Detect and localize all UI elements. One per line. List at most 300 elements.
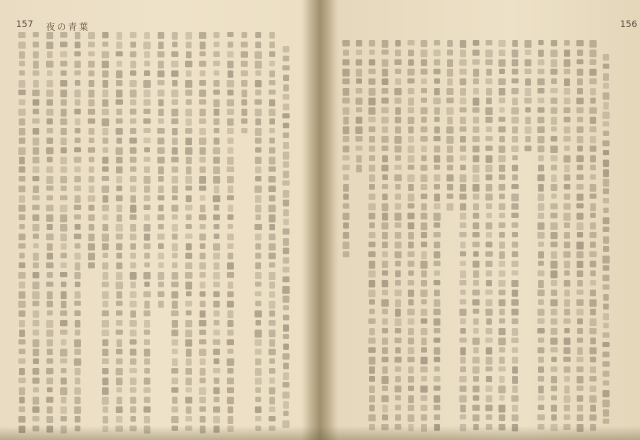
body-text-glyph bbox=[75, 262, 81, 270]
body-text-glyph bbox=[577, 194, 584, 201]
body-text-glyph bbox=[269, 70, 275, 77]
body-text-glyph bbox=[408, 261, 415, 267]
body-text-glyph bbox=[395, 155, 401, 161]
body-text-glyph bbox=[74, 186, 81, 192]
body-text-glyph bbox=[116, 99, 123, 105]
body-text-glyph bbox=[590, 357, 596, 363]
body-text-glyph bbox=[381, 107, 388, 113]
body-text-glyph bbox=[158, 224, 164, 229]
body-text-glyph bbox=[382, 242, 388, 249]
body-text-glyph bbox=[171, 61, 178, 68]
body-text-glyph bbox=[343, 184, 349, 192]
body-text-glyph bbox=[395, 328, 401, 333]
body-text-glyph bbox=[116, 310, 123, 315]
body-text-glyph bbox=[255, 387, 261, 393]
body-text-glyph bbox=[60, 320, 68, 326]
body-text-glyph bbox=[283, 257, 289, 263]
body-text-glyph bbox=[75, 397, 81, 404]
body-text-glyph bbox=[75, 138, 81, 143]
body-text-glyph bbox=[255, 42, 261, 49]
body-text-glyph bbox=[603, 121, 610, 126]
body-text-glyph bbox=[269, 291, 275, 298]
body-text-glyph bbox=[228, 42, 234, 48]
body-text-glyph bbox=[19, 70, 25, 75]
body-text-glyph bbox=[369, 213, 376, 220]
body-text-glyph bbox=[88, 195, 95, 202]
body-text-glyph bbox=[47, 80, 54, 87]
body-text-glyph bbox=[421, 165, 428, 171]
body-text-glyph bbox=[171, 90, 178, 98]
body-text-glyph bbox=[283, 219, 289, 225]
body-text-glyph bbox=[269, 310, 275, 316]
body-text-glyph bbox=[395, 366, 401, 371]
body-text-glyph bbox=[255, 90, 261, 96]
body-text-glyph bbox=[564, 155, 571, 162]
body-text-glyph bbox=[590, 194, 597, 199]
body-text-glyph bbox=[564, 165, 570, 172]
body-text-glyph bbox=[382, 174, 388, 180]
body-text-glyph bbox=[103, 272, 109, 280]
body-text-glyph bbox=[564, 174, 571, 180]
body-text-glyph bbox=[255, 339, 262, 346]
body-text-glyph bbox=[227, 243, 233, 249]
body-text-glyph bbox=[33, 61, 39, 69]
body-text-glyph bbox=[158, 195, 165, 200]
body-text-glyph bbox=[75, 32, 81, 39]
body-text-glyph bbox=[421, 376, 427, 382]
body-text-glyph bbox=[171, 310, 179, 316]
body-text-glyph bbox=[185, 138, 192, 146]
body-text-glyph bbox=[117, 214, 123, 221]
body-text-glyph bbox=[60, 51, 67, 57]
body-text-glyph bbox=[564, 50, 570, 57]
body-text-glyph bbox=[473, 213, 479, 219]
body-text-glyph bbox=[473, 376, 479, 382]
body-text-glyph bbox=[33, 243, 39, 248]
body-text-glyph bbox=[172, 406, 179, 412]
body-text-glyph bbox=[369, 405, 375, 412]
body-text-glyph bbox=[460, 136, 466, 143]
body-text-glyph bbox=[61, 109, 67, 117]
body-text-glyph bbox=[102, 61, 109, 68]
body-text-glyph bbox=[130, 147, 137, 154]
body-text-glyph bbox=[576, 184, 583, 190]
body-text-glyph bbox=[563, 251, 570, 258]
body-text-glyph bbox=[447, 165, 453, 171]
body-text-glyph bbox=[590, 280, 596, 286]
body-text-glyph bbox=[283, 152, 289, 160]
body-text-glyph bbox=[172, 301, 178, 309]
body-text-glyph bbox=[434, 366, 440, 371]
body-text-glyph bbox=[88, 243, 95, 250]
body-text-glyph bbox=[144, 330, 150, 335]
body-text-glyph bbox=[447, 194, 454, 199]
body-text-glyph bbox=[255, 186, 262, 193]
body-text-glyph bbox=[538, 270, 545, 276]
body-text-glyph bbox=[434, 299, 441, 307]
body-text-glyph bbox=[395, 222, 402, 228]
body-text-glyph bbox=[434, 194, 440, 202]
body-text-glyph bbox=[486, 357, 493, 365]
body-text-glyph bbox=[75, 128, 81, 133]
body-text-glyph bbox=[343, 251, 350, 257]
body-text-glyph bbox=[227, 32, 233, 37]
body-text-glyph bbox=[130, 70, 136, 75]
body-text-glyph bbox=[447, 174, 454, 181]
body-text-glyph bbox=[116, 205, 122, 212]
body-text-glyph bbox=[158, 205, 164, 211]
body-text-glyph bbox=[512, 136, 518, 143]
body-text-glyph bbox=[355, 136, 362, 142]
body-text-glyph bbox=[269, 99, 275, 106]
body-text-glyph bbox=[382, 357, 389, 362]
body-text-glyph bbox=[473, 78, 479, 84]
body-text-glyph bbox=[185, 128, 192, 134]
body-text-glyph bbox=[473, 251, 479, 257]
body-text-glyph bbox=[144, 128, 151, 133]
body-text-glyph bbox=[589, 395, 596, 403]
body-text-glyph bbox=[576, 251, 583, 258]
body-text-glyph bbox=[89, 138, 95, 143]
body-text-glyph bbox=[576, 309, 583, 316]
body-text-glyph bbox=[74, 253, 80, 260]
body-text-glyph bbox=[434, 386, 441, 391]
body-text-glyph bbox=[213, 99, 219, 107]
body-text-glyph bbox=[395, 261, 401, 267]
body-text-glyph bbox=[255, 349, 262, 355]
body-text-glyph bbox=[60, 157, 67, 164]
body-text-glyph bbox=[46, 234, 54, 241]
body-text-glyph bbox=[144, 339, 150, 345]
body-text-glyph bbox=[486, 261, 493, 267]
body-text-glyph bbox=[172, 320, 178, 328]
body-text-glyph bbox=[473, 395, 479, 401]
body-text-glyph bbox=[283, 324, 289, 331]
body-text-glyph bbox=[33, 368, 40, 375]
body-text-glyph bbox=[144, 166, 150, 173]
body-text-glyph bbox=[395, 299, 401, 307]
body-text-glyph bbox=[158, 32, 165, 39]
body-text-glyph bbox=[143, 80, 151, 88]
body-text-glyph bbox=[434, 88, 440, 95]
body-text-glyph bbox=[564, 328, 570, 333]
body-text-glyph bbox=[88, 32, 95, 39]
body-text-glyph bbox=[472, 357, 479, 364]
body-text-glyph bbox=[255, 166, 261, 173]
body-text-glyph bbox=[538, 386, 544, 394]
body-text-glyph bbox=[499, 146, 506, 153]
body-text-glyph bbox=[129, 368, 137, 373]
body-text-glyph bbox=[473, 347, 479, 353]
body-text-glyph bbox=[46, 214, 53, 221]
body-text-glyph bbox=[577, 318, 583, 324]
body-text-glyph bbox=[32, 118, 39, 123]
body-text-glyph bbox=[116, 262, 122, 269]
body-text-glyph bbox=[74, 406, 81, 414]
body-text-glyph bbox=[18, 243, 25, 248]
body-text-glyph bbox=[74, 90, 80, 98]
body-text-glyph bbox=[395, 98, 402, 104]
body-text-glyph bbox=[538, 50, 544, 57]
body-text-glyph bbox=[283, 344, 289, 350]
body-text-glyph bbox=[356, 98, 363, 105]
body-text-glyph bbox=[143, 118, 150, 123]
body-text-glyph bbox=[577, 117, 583, 123]
body-text-glyph bbox=[213, 195, 221, 202]
body-text-glyph bbox=[88, 90, 94, 98]
body-text-glyph bbox=[603, 304, 609, 310]
body-text-glyph bbox=[485, 405, 492, 411]
body-text-glyph bbox=[473, 203, 479, 210]
body-text-glyph bbox=[537, 318, 544, 324]
body-text-glyph bbox=[421, 69, 428, 75]
body-text-glyph bbox=[102, 368, 109, 374]
body-text-glyph bbox=[130, 32, 137, 38]
body-text-glyph bbox=[434, 126, 440, 133]
body-text-glyph bbox=[269, 282, 275, 289]
body-text-glyph bbox=[395, 78, 401, 84]
body-text-glyph bbox=[381, 117, 388, 124]
body-text-glyph bbox=[227, 272, 234, 278]
body-text-glyph bbox=[551, 107, 558, 114]
body-text-glyph bbox=[433, 232, 440, 237]
body-text-glyph bbox=[130, 330, 137, 337]
body-text-glyph bbox=[343, 242, 350, 249]
body-text-glyph bbox=[499, 251, 505, 259]
body-text-glyph bbox=[576, 299, 583, 306]
body-text-glyph bbox=[564, 98, 571, 105]
body-text-glyph bbox=[33, 186, 39, 193]
body-text-glyph bbox=[408, 136, 414, 143]
body-text-glyph bbox=[102, 387, 109, 395]
body-text-glyph bbox=[213, 157, 220, 164]
body-text-glyph bbox=[214, 42, 220, 48]
body-text-glyph bbox=[421, 347, 427, 352]
body-text-glyph bbox=[130, 61, 136, 68]
body-text-glyph bbox=[407, 174, 414, 182]
body-text-glyph bbox=[590, 222, 596, 229]
body-text-glyph bbox=[213, 301, 220, 308]
body-text-glyph bbox=[382, 222, 389, 229]
body-text-glyph bbox=[603, 217, 610, 224]
body-text-glyph bbox=[343, 107, 350, 115]
body-text-glyph bbox=[434, 107, 440, 115]
body-text-glyph bbox=[434, 328, 441, 333]
body-text-glyph bbox=[564, 347, 571, 354]
body-text-glyph bbox=[459, 395, 466, 402]
body-text-glyph bbox=[241, 51, 248, 58]
body-text-glyph bbox=[33, 339, 40, 347]
body-text-glyph bbox=[228, 406, 234, 413]
body-text-glyph bbox=[103, 416, 109, 424]
body-text-glyph bbox=[512, 328, 518, 336]
body-text-glyph bbox=[130, 310, 136, 317]
body-text-glyph bbox=[102, 397, 109, 405]
body-text-glyph bbox=[18, 42, 26, 49]
body-text-glyph bbox=[172, 214, 178, 219]
body-text-glyph bbox=[499, 213, 505, 218]
body-text-glyph bbox=[382, 232, 388, 239]
body-text-glyph bbox=[551, 270, 558, 278]
body-text-glyph bbox=[130, 387, 137, 393]
body-text-glyph bbox=[369, 309, 375, 314]
body-text-glyph bbox=[46, 186, 53, 191]
body-text-glyph bbox=[116, 128, 123, 135]
body-text-glyph bbox=[227, 128, 234, 134]
body-text-glyph bbox=[369, 194, 376, 200]
body-text-glyph bbox=[486, 213, 492, 219]
body-text-glyph bbox=[75, 118, 81, 125]
body-text-glyph bbox=[228, 282, 234, 289]
body-text-glyph bbox=[460, 366, 466, 372]
body-text-glyph bbox=[499, 328, 506, 335]
body-text-glyph bbox=[227, 368, 233, 374]
body-text-glyph bbox=[60, 310, 67, 316]
body-text-glyph bbox=[19, 214, 26, 220]
body-text-glyph bbox=[486, 347, 492, 354]
body-text-glyph bbox=[421, 98, 427, 103]
body-text-glyph bbox=[171, 70, 178, 77]
body-text-glyph bbox=[369, 59, 375, 65]
body-text-glyph bbox=[200, 301, 206, 307]
body-text-glyph bbox=[255, 176, 261, 181]
body-text-glyph bbox=[499, 88, 506, 96]
body-text-glyph bbox=[88, 99, 94, 106]
body-text-glyph bbox=[499, 232, 505, 238]
body-text-glyph bbox=[74, 157, 81, 163]
body-text-glyph bbox=[186, 291, 192, 296]
body-text-glyph bbox=[460, 357, 466, 364]
body-text-glyph bbox=[486, 232, 492, 238]
body-text-glyph bbox=[420, 261, 427, 269]
body-text-glyph bbox=[395, 107, 401, 115]
body-text-glyph bbox=[227, 387, 234, 393]
body-text-glyph bbox=[47, 339, 53, 346]
body-text-glyph bbox=[590, 50, 597, 58]
body-text-glyph bbox=[550, 69, 557, 75]
body-text-glyph bbox=[199, 176, 206, 184]
body-text-glyph bbox=[407, 357, 414, 363]
body-text-glyph bbox=[213, 51, 220, 57]
body-text-glyph bbox=[460, 290, 466, 295]
body-text-glyph bbox=[460, 184, 466, 192]
body-text-glyph bbox=[537, 78, 544, 85]
body-text-glyph bbox=[538, 69, 545, 74]
body-text-glyph bbox=[213, 291, 219, 297]
body-text-glyph bbox=[576, 366, 583, 372]
body-text-glyph bbox=[172, 378, 179, 385]
body-text-glyph bbox=[185, 262, 192, 269]
body-text-glyph bbox=[590, 290, 596, 297]
body-text-glyph bbox=[603, 371, 610, 377]
body-text-glyph bbox=[499, 107, 505, 112]
body-text-glyph bbox=[486, 40, 493, 45]
body-text-glyph bbox=[199, 349, 206, 356]
body-text-glyph bbox=[33, 51, 39, 58]
body-text-glyph bbox=[551, 232, 558, 239]
body-text-glyph bbox=[75, 224, 81, 230]
body-text-glyph bbox=[60, 80, 67, 87]
body-text-glyph bbox=[74, 109, 81, 115]
body-text-glyph bbox=[590, 155, 596, 162]
body-text-glyph bbox=[460, 405, 466, 413]
body-text-glyph bbox=[18, 358, 25, 363]
body-text-glyph bbox=[511, 194, 519, 202]
body-text-glyph bbox=[499, 270, 506, 276]
body-text-glyph bbox=[551, 174, 557, 182]
body-text-glyph bbox=[460, 213, 466, 220]
body-text-glyph bbox=[603, 150, 609, 155]
body-text-glyph bbox=[382, 146, 389, 151]
body-text-glyph bbox=[395, 405, 401, 411]
body-text-glyph bbox=[473, 174, 480, 182]
body-text-glyph bbox=[88, 147, 95, 153]
body-text-glyph bbox=[473, 117, 479, 124]
body-text-glyph bbox=[342, 69, 349, 77]
body-text-glyph bbox=[130, 349, 137, 356]
body-text-glyph bbox=[102, 330, 109, 336]
body-text-glyph bbox=[282, 180, 289, 185]
body-text-glyph bbox=[255, 301, 261, 306]
body-text-glyph bbox=[395, 395, 401, 400]
body-text-glyph bbox=[269, 118, 275, 124]
body-text-glyph bbox=[214, 109, 220, 116]
body-text-glyph bbox=[343, 126, 350, 134]
body-text-glyph bbox=[214, 32, 220, 38]
body-text-glyph bbox=[512, 270, 519, 275]
body-text-glyph bbox=[186, 349, 192, 357]
body-text-glyph bbox=[117, 61, 123, 67]
body-text-glyph bbox=[269, 32, 275, 39]
body-text-glyph bbox=[269, 358, 275, 363]
body-text-glyph bbox=[369, 222, 375, 228]
body-text-glyph bbox=[525, 107, 531, 112]
body-text-glyph bbox=[47, 253, 53, 260]
body-text-glyph bbox=[421, 88, 427, 93]
body-text-glyph bbox=[143, 291, 150, 297]
body-text-glyph bbox=[486, 299, 493, 306]
body-text-glyph bbox=[144, 234, 150, 241]
body-text-glyph bbox=[421, 203, 427, 210]
body-text-glyph bbox=[130, 358, 136, 364]
body-text-glyph bbox=[19, 368, 25, 375]
body-text-glyph bbox=[395, 184, 401, 190]
body-text-glyph bbox=[498, 40, 505, 47]
body-text-glyph bbox=[512, 290, 518, 297]
body-text-glyph bbox=[103, 147, 109, 153]
body-text-glyph bbox=[213, 166, 220, 174]
body-text-glyph bbox=[499, 299, 506, 306]
body-text-glyph bbox=[511, 203, 518, 209]
body-text-glyph bbox=[382, 59, 389, 67]
body-text-glyph bbox=[74, 387, 81, 394]
body-text-glyph bbox=[421, 395, 428, 401]
body-text-glyph bbox=[144, 157, 151, 162]
body-text-glyph bbox=[172, 262, 178, 268]
body-text-glyph bbox=[283, 305, 289, 310]
body-text-glyph bbox=[143, 272, 150, 279]
body-text-glyph bbox=[421, 338, 427, 346]
body-text-glyph bbox=[116, 330, 123, 335]
body-text-glyph bbox=[498, 126, 505, 132]
body-text-glyph bbox=[589, 251, 596, 257]
body-text-glyph bbox=[33, 32, 39, 37]
body-text-glyph bbox=[590, 213, 596, 218]
body-text-glyph bbox=[356, 155, 362, 162]
body-text-glyph bbox=[283, 84, 289, 91]
body-text-glyph bbox=[199, 214, 206, 220]
body-text-glyph bbox=[499, 405, 506, 413]
